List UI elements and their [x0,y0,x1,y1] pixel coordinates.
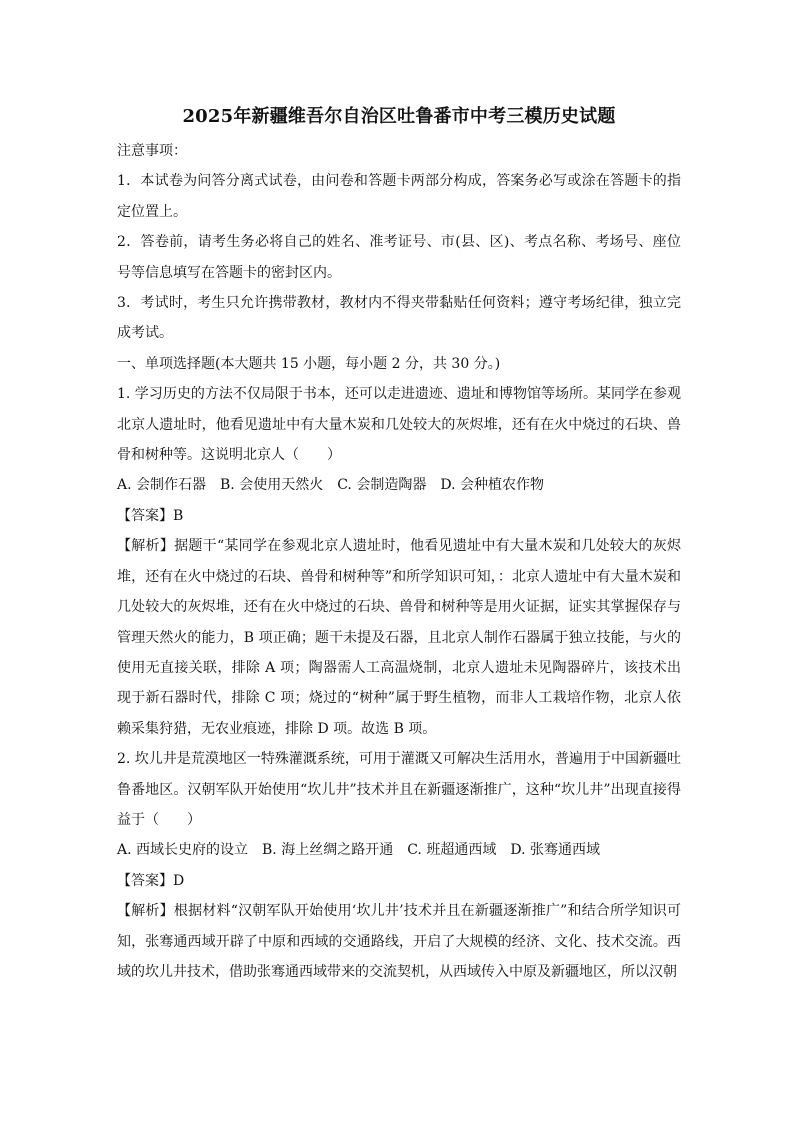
question-2-option-d: D. 张骞通西域 [510,842,600,859]
question-2-stem: 2. 坎儿井是荒漠地区一特殊灌溉系统，可用于灌溉又可解决生活用水，普遍用于中国新疆吐鲁番地区。汉朝军队开始使用“坎儿井”技术并且在新疆逐渐推广，这种“坎儿井”出现直接得益于（ ） [117,751,681,828]
notice-item-1: 1．本试卷为问答分离式试卷，由问卷和答题卡两部分构成，答案务必写或涂在答题卡的指定位置上。 [117,173,681,220]
section-heading: 一、单项选择题(本大题共 15 小题，每小题 2 分，共 30 分。) [117,355,501,372]
question-2-options [117,835,681,865]
question-2-answer: 【答案】D [117,872,185,889]
question-2-analysis: 【解析】根据材料“汉朝军队开始使用‘坎儿井’技术并且在新疆逐渐推广”和结合所学知识可知，张骞通西域开辟了中原和西域的交通路线，开启了大规模的经济、文化、技术交流。西域的坎儿井技术，借助张骞通西域带来的交流契机，从西域传入中原及新疆地区，所以汉朝 [117,903,681,980]
question-1-stem: 1. 学习历史的方法不仅局限于书本，还可以走进遗迹、遗址和博物馆等场所。某同学在参观北京人遗址时，他看见遗址中有大量木炭和几处较大的灰烬堆，还有在火中烧过的石块、兽骨和树种等。这说明北京人（ ） [117,386,681,464]
question-2-option-c: C. 班超通西域 [407,842,497,859]
question-1-option-c: C. 会制造陶器 [337,477,427,494]
question-1-option-b: B. 会使用天然火 [220,477,324,494]
exam-title: 2025年新疆维吾尔自治区吐鲁番市中考三模历史试题 [182,106,616,127]
notice-item-3: 3．考试时，考生只允许携带教材，教材内不得夹带黏贴任何资料；遵守考场纪律，独立完成考试。 [117,295,681,342]
question-1-option-a: A. 会制作石器 [117,477,207,494]
question-2-option-a: A. 西域长史府的设立 [117,842,249,859]
notice-heading: 注意事项： [117,143,187,159]
question-2-option-b: B. 海上丝绸之路开通 [262,842,394,859]
question-1-analysis: 【解析】据题干“某同学在参观北京人遗址时，他看见遗址中有大量木炭和几处较大的灰烬堆，还有在火中烧过的石块、兽骨和树种等”和所学知识可知，：北京人遗址中有大量木炭和几处较大的灰烬堆，还有在火中烧过的石块、兽骨和树种等是用火证据，证实其掌握保存与管理天然火的能力，B 项正确；题干未提及石器，且北京人制作石器属于独立技能，与火的使用无直接关联，排除 A 项；陶器需人工高温烧制，北京人遗址未见陶器碎片，该技术出现于新石器时代，排除 C 项；烧过的“树种”属于野生植物，而非人工栽培作物，北京人依赖采集狩猎，无农业痕迹，排除 D 项。故选 B 项。 [117,538,681,737]
question-1-answer: 【答案】B [117,507,184,524]
question-1-options [117,470,681,500]
question-1-option-d: D. 会种植农作物 [440,477,544,494]
notice-item-2: 2．答卷前，请考生务必将自己的姓名、准考证号、市(县、区)、考点名称、考场号、座位号等信息填写在答题卡的密封区内。 [117,234,681,281]
